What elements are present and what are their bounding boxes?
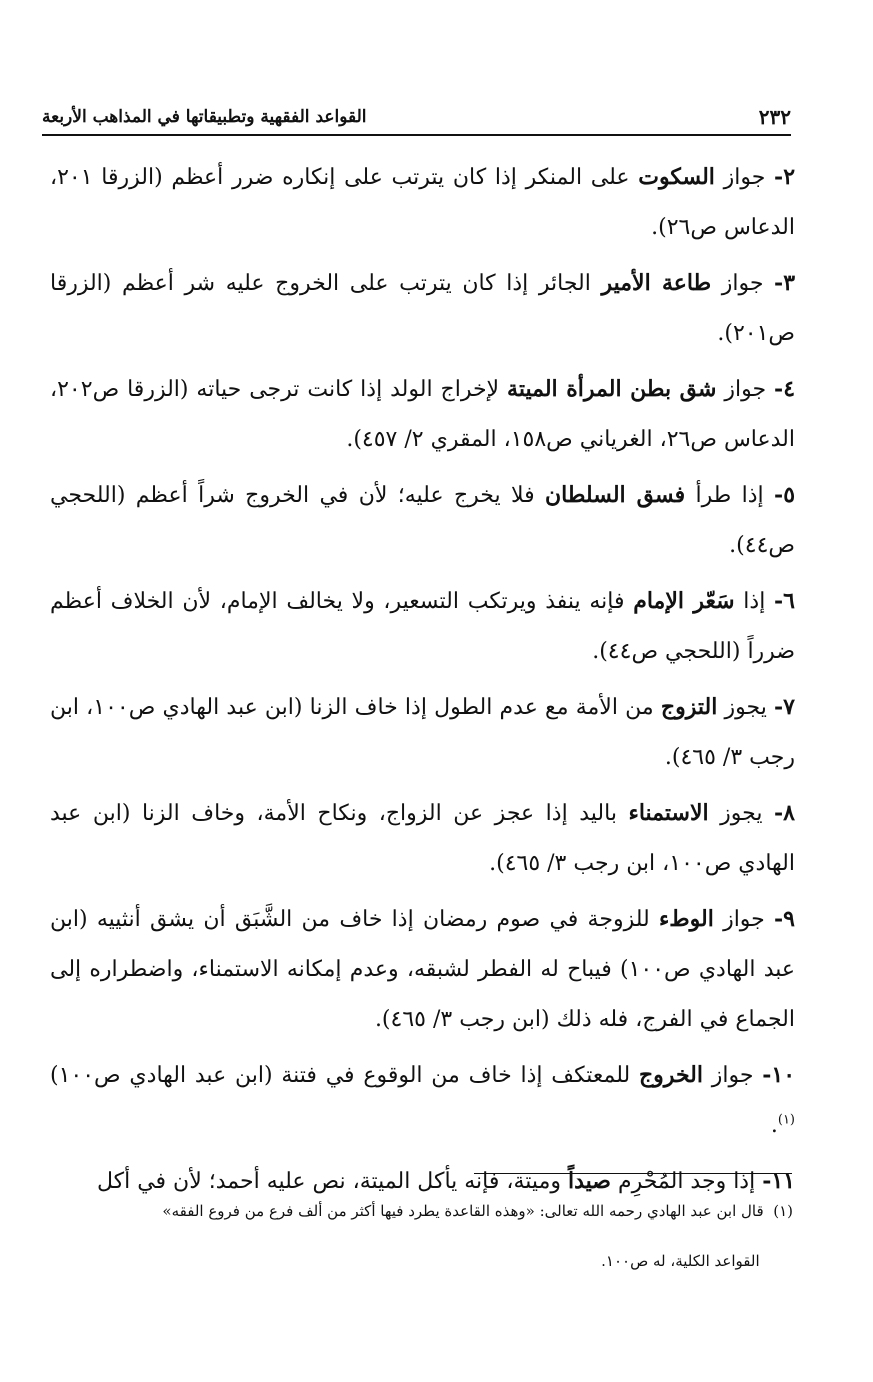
- list-item: [50, 788, 795, 889]
- item-text-before: جواز: [711, 271, 775, 296]
- item-number: ١١-: [762, 1168, 795, 1194]
- item-text-before: يجوز: [717, 695, 775, 720]
- item-text-after: للمعتكف إذا خاف من الوقوع في فتنة (ابن عبد الهادي ص١٠٠): [50, 1063, 639, 1088]
- item-text-after: وميتة، فإنه يأكل الميتة، نص عليه أحمد؛ لأن في أكل: [96, 1169, 568, 1194]
- page-number: ٢٣٢: [758, 105, 791, 129]
- list-item: [50, 152, 795, 253]
- page-header: [42, 96, 791, 136]
- item-text-before: جواز: [714, 165, 775, 190]
- footnote-mark: (١): [773, 1202, 793, 1220]
- item-text-before: يجوز: [708, 801, 775, 826]
- list-item: [50, 894, 795, 1045]
- item-number: ٦-: [774, 588, 795, 614]
- item-number: ٨-: [774, 800, 795, 826]
- main-text: [50, 152, 795, 1212]
- item-text-before: جواز: [702, 1063, 763, 1088]
- item-text-before: إذا وجد المُحْرِم: [610, 1169, 763, 1194]
- item-number: ١٠-: [762, 1062, 796, 1088]
- item-keyword: شق بطن المرأة الميتة: [507, 376, 717, 402]
- item-text-after: باليد إذا عجز عن الزواج، ونكاح الأمة، وخاف الزنا (ابن عبد الهادي ص١٠٠، ابن رجب ٣/ ٤٦٥).: [50, 801, 795, 876]
- item-text-after: فإنه ينفذ ويرتكب التسعير، ولا يخالف الإمام، لأن الخلاف أعظم ضرراً (اللحجي ص٤٤).: [50, 589, 795, 664]
- item-keyword: السكوت: [638, 164, 715, 190]
- item-text-after: لإخراج الولد إذا كانت ترجى حياته (الزرقا ص٢٠٢، الدعاس ص٢٦، الغرياني ص١٥٨، المقري ٢/ ٤٥٧).: [50, 377, 795, 452]
- item-text-before: جواز: [716, 377, 775, 402]
- item-text-after: الجائر إذا كان يترتب على الخروج عليه شر أعظم (الزرقا ص٢٠١).: [50, 271, 795, 346]
- item-text-before: إذا طرأ: [685, 483, 775, 508]
- item-number: ٧-: [774, 694, 795, 720]
- item-text-after: للزوجة في صوم رمضان إذا خاف من الشَّبَق أن يشق أنثييه (ابن عبد الهادي ص١٠٠) فيباح له الفطر لشبقه، وعدم إمكانه الاستمناء، واضطراره إلى الجماع في الفرج، فله ذلك (ابن رجب ٣/ ٤٦٥).: [50, 907, 796, 1032]
- item-text-after: من الأمة مع عدم الطول إذا خاف الزنا (ابن عبد الهادي ص١٠٠، ابن رجب ٣/ ٤٦٥).: [50, 695, 795, 770]
- footnote-divider: [474, 1173, 792, 1174]
- footnote-reference[interactable]: (١): [777, 1112, 795, 1128]
- footnotes: [48, 1186, 793, 1286]
- footnote-text: قال ابن عبد الهادي رحمه الله تعالى: «وهذه القاعدة يطرد فيها أكثر من ألف فرع من فروع الفقه»: [162, 1202, 764, 1220]
- item-keyword: التزوج: [660, 694, 718, 720]
- footnote-line: [48, 1236, 793, 1286]
- list-item: [50, 470, 795, 571]
- item-keyword: الاستمناء: [628, 800, 709, 826]
- running-title: القواعد الفقهية وتطبيقاتها في المذاهب الأربعة: [42, 107, 367, 127]
- item-number: ٤-: [774, 376, 796, 402]
- list-item: [50, 576, 795, 677]
- item-keyword: صيداً: [567, 1168, 611, 1194]
- item-text-before: جواز: [713, 907, 775, 932]
- footnote-line: [48, 1186, 793, 1236]
- item-text-after: فلا يخرج عليه؛ لأن في الخروج شراً أعظم (اللحجي ص٤٤).: [50, 483, 795, 558]
- item-number: ٣-: [774, 270, 796, 296]
- list-item: [50, 682, 795, 783]
- item-number: ٩-: [774, 906, 795, 932]
- item-text-before: إذا: [734, 589, 775, 614]
- list-item: ١٠- جواز الخروج للمعتكف إذا خاف من الوقوع في فتنة (ابن عبد الهادي ص١٠٠)$^{(١)}$.: [50, 1062, 796, 1138]
- item-keyword: سَعّر الإمام: [633, 588, 735, 614]
- item-keyword: طاعة الأمير: [601, 270, 712, 296]
- list-item: [50, 364, 795, 465]
- item-number: ٢-: [774, 164, 796, 190]
- item-text-after: على المنكر إذا كان يترتب على إنكاره ضرر أعظم (الزرقا ٢٠١، الدعاس ص٢٦).: [50, 165, 795, 240]
- item-keyword: فسق السلطان: [545, 482, 686, 508]
- list-item: [50, 258, 795, 359]
- item-keyword: الخروج: [638, 1062, 703, 1088]
- item-keyword: الوطء: [658, 906, 714, 932]
- item-number: ٥-: [774, 482, 796, 508]
- footnote-source: القواعد الكلية، له ص١٠٠.: [601, 1252, 760, 1270]
